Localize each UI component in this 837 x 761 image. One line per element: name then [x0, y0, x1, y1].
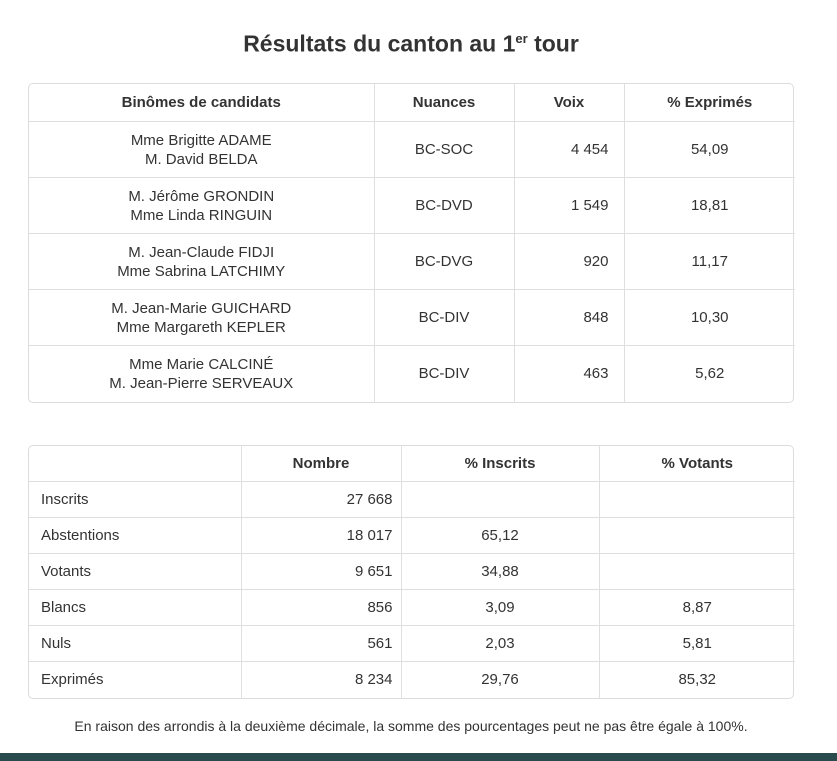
participation-row [29, 554, 795, 590]
pct-inscrits-cell: 65,12 [401, 518, 599, 554]
page-title-superscript: er [515, 31, 528, 46]
participation-table [28, 445, 794, 699]
rounding-footnote: En raison des arrondis à la deuxième décimale, la somme des pourcentages peut ne pas être égale à 100%. [74, 717, 748, 734]
participation-row [29, 626, 795, 662]
pct-votants-cell: 85,32 [599, 662, 795, 698]
voix-cell: 1 549 [514, 178, 624, 234]
candidate-result-row [29, 122, 795, 178]
voix-cell: 463 [514, 346, 624, 402]
participation-label-cell: Inscrits [29, 482, 241, 518]
col-header-pct-exprimes: % Exprimés [624, 84, 795, 122]
pct-inscrits-cell: 34,88 [401, 554, 599, 590]
participation-header-row [29, 446, 795, 482]
nombre-cell: 856 [241, 590, 401, 626]
participation-row [29, 662, 795, 698]
pct-votants-cell: 5,81 [599, 626, 795, 662]
participation-label-cell: Nuls [29, 626, 241, 662]
nombre-cell: 18 017 [241, 518, 401, 554]
candidate-result-row [29, 290, 795, 346]
participation-label-cell: Exprimés [29, 662, 241, 698]
candidate-result-row [29, 178, 795, 234]
nuance-cell: BC-SOC [374, 122, 514, 178]
candidate-result-row [29, 346, 795, 402]
candidate-1-name: Mme Marie CALCINÉ [129, 355, 274, 373]
nuance-cell: BC-DIV [374, 290, 514, 346]
pct-inscrits-cell [401, 482, 599, 518]
pct-inscrits-cell: 3,09 [401, 590, 599, 626]
pct-votants-cell: 8,87 [599, 590, 795, 626]
voix-cell: 848 [514, 290, 624, 346]
col-header-nombre: Nombre [241, 446, 401, 482]
candidate-pair-cell [29, 122, 374, 178]
candidate-pair-cell [29, 290, 374, 346]
participation-label-cell: Abstentions [29, 518, 241, 554]
voix-cell: 920 [514, 234, 624, 290]
candidate-2-name: Mme Sabrina LATCHIMY [117, 262, 286, 280]
pct-votants-cell [599, 518, 795, 554]
voix-cell: 4 454 [514, 122, 624, 178]
pct-inscrits-cell: 29,76 [401, 662, 599, 698]
participation-label-cell: Votants [29, 554, 241, 590]
col-header-pct-inscrits: % Inscrits [401, 446, 599, 482]
candidate-pair-cell [29, 178, 374, 234]
nombre-cell: 9 651 [241, 554, 401, 590]
candidate-2-name: M. Jean-Pierre SERVEAUX [109, 374, 294, 392]
participation-row [29, 482, 795, 518]
col-header-nuances: Nuances [374, 84, 514, 122]
page-title [28, 0, 794, 57]
nuance-cell: BC-DVD [374, 178, 514, 234]
candidates-results-table [28, 83, 794, 403]
pct-exprimes-cell: 54,09 [624, 122, 795, 178]
candidate-pair-cell [29, 346, 374, 402]
candidate-pair-cell [29, 234, 374, 290]
candidate-1-name: Mme Brigitte ADAME [130, 131, 272, 149]
candidate-2-name: Mme Linda RINGUIN [130, 206, 273, 224]
nombre-cell: 561 [241, 626, 401, 662]
footer-bar [0, 753, 837, 761]
col-header-voix: Voix [514, 84, 624, 122]
candidates-results-header-row [29, 84, 795, 122]
candidate-result-row [29, 234, 795, 290]
page-title-text: Résultats du canton au 1 [243, 30, 516, 57]
page-title-suffix: tour [527, 30, 579, 57]
candidate-2-name: Mme Margareth KEPLER [116, 318, 286, 336]
pct-exprimes-cell: 18,81 [624, 178, 795, 234]
pct-votants-cell [599, 554, 795, 590]
nuance-cell: BC-DIV [374, 346, 514, 402]
col-header-empty [29, 446, 241, 482]
pct-exprimes-cell: 11,17 [624, 234, 795, 290]
pct-votants-cell [599, 482, 795, 518]
candidate-1-name: M. Jean-Marie GUICHARD [111, 299, 292, 317]
nuance-cell: BC-DVG [374, 234, 514, 290]
nombre-cell: 27 668 [241, 482, 401, 518]
col-header-pct-votants: % Votants [599, 446, 795, 482]
results-page [28, 0, 794, 734]
pct-exprimes-cell: 10,30 [624, 290, 795, 346]
candidate-1-name: M. Jean-Claude FIDJI [128, 243, 275, 261]
col-header-binomes-de-candidats: Binômes de candidats [29, 84, 374, 122]
pct-inscrits-cell: 2,03 [401, 626, 599, 662]
candidate-2-name: M. David BELDA [144, 150, 258, 168]
participation-row [29, 590, 795, 626]
nombre-cell: 8 234 [241, 662, 401, 698]
pct-exprimes-cell: 5,62 [624, 346, 795, 402]
participation-row [29, 518, 795, 554]
participation-label-cell: Blancs [29, 590, 241, 626]
candidate-1-name: M. Jérôme GRONDIN [128, 187, 275, 205]
